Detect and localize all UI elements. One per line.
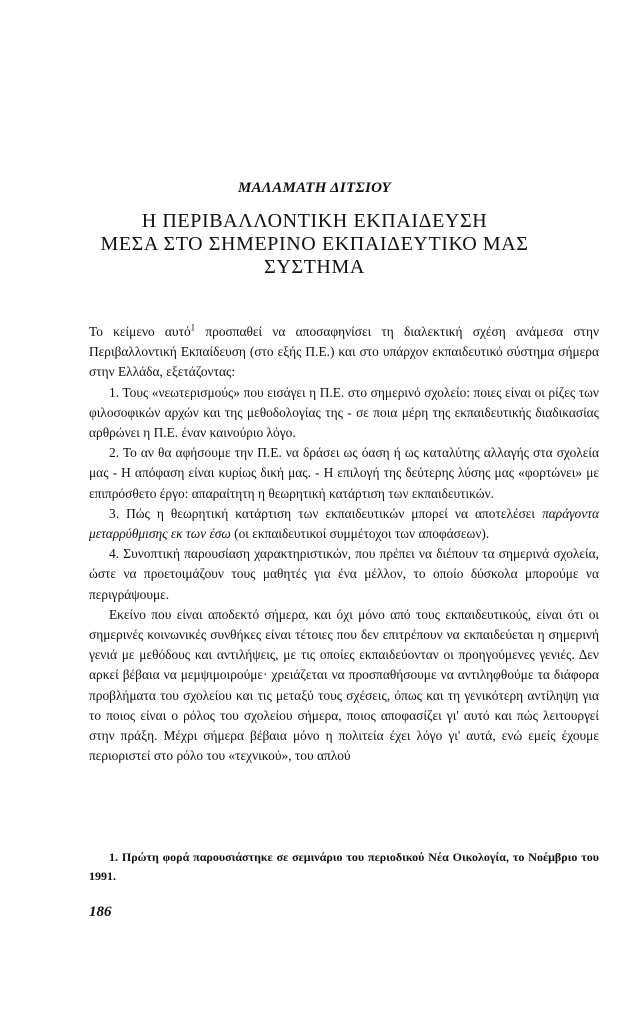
- list-item-2: 2. Το αν θα αφήσουμε την Π.Ε. να δράσει ως όαση ή ως καταλύτης αλλαγής στα σχολεία μας - Η απόφαση είναι κυρίως δική μας. - Η επιλογή της δεύτερης λύσης μας «φορτώνει» με επιπρόσθετο έργο: απαραίτητη η θεωρητική κατάρτιση των εκπαιδευτικών.: [89, 445, 599, 501]
- body-paragraph: Εκείνο που είναι αποδεκτό σήμερα, και όχι μόνο από τους εκπαιδευτικούς, είναι ότι οι σημερινές κοινωνικές συνθήκες είναι τέτοιες που δεν επιτρέπουν να εκπαιδεύεται η σημερινή γενιά με μεθόδους και αντιλήψεις, με τις οποίες εκπαιδεύονταν οι προηγούμενες γενιές. Δεν αρκεί βέβαια να μεμψιμοιρούμε· χρειάζεται να προσπαθήσουμε να αντιληφθούμε τα διάφορα προβλήματα του σχολείου και τις μεταξύ τους σχέσεις, όπως και τη γενικότερη αντίληψη για το ποιος είναι ο ρόλος του σχολείου σήμερα, ποιος αποφασίζει γι' αυτό και πώς λειτουργεί στην πράξη. Μέχρι σήμερα βέβαια μόνο η πολιτεία έχει λόγο γι' αυτά, ενώ εμείς έχουμε περιοριστεί στο ρόλο του «τεχνικού», του απλού: [89, 606, 599, 764]
- list-item-3-end: (οι εκπαιδευτικοί συμμέτοχοι των αποφάσεων).: [230, 526, 490, 542]
- list-item-4: 4. Συνοπτική παρουσίαση χαρακτηριστικών, που πρέπει να διέπουν τα σημερινά σχολεία, ώστε να προετοιμάζουν τους μαθητές για ένα μέλλον, το οποίο δύσκολα μπορούμε να περιγράψουμε.: [89, 546, 599, 602]
- title-line-1: Η ΠΕΡΙΒΑΛΛΟΝΤΙΚΗ ΕΚΠΑΙΔΕΥΣΗ: [141, 210, 488, 232]
- footnote: 1. Πρώτη φορά παρουσιάστηκε σε σεμινάριο του περιοδικού Νέα Οικολογία, το Νοέμβριο του 1991.: [89, 850, 599, 883]
- list-item-3-start: 3. Πώς η θεωρητική κατάρτιση των εκπαιδευτικών μπορεί να αποτελέσει: [109, 505, 543, 521]
- author-name: ΜΑΛΑΜΑΤΗ ΔΙΤΣΙΟΥ: [237, 180, 392, 196]
- title-line-3: ΣΥΣΤΗΜΑ: [264, 256, 365, 278]
- intro-text-start: Το κείμενο αυτό: [89, 324, 191, 339]
- list-item-3-emphasis: παράγοντα μεταρρύθμισης εκ των έσω: [89, 505, 599, 542]
- intro-paragraph: [89, 322, 599, 383]
- list-item-1: 1. Τους «νεωτερισμούς» που εισάγει η Π.Ε. στο σημερινό σχολείο: ποιες είναι οι ρίζες των φιλοσοφικών αρχών και της μεθοδολογίας της - σε ποια μέρη της εκπαιδευτικής διαδικασίας αρθρώνει η Π.Ε. έναν καινούριο λόγο.: [89, 384, 599, 441]
- footnote-marker: 1: [190, 322, 196, 333]
- title-line-2: ΜΕΣΑ ΣΤΟ ΣΗΜΕΡΙΝΟ ΕΚΠΑΙΔΕΥΤΙΚΟ ΜΑΣ: [100, 233, 529, 255]
- page-number: 186: [89, 904, 112, 920]
- article-title: [40, 210, 589, 279]
- article-body: [89, 322, 599, 766]
- list-item-3: [89, 504, 599, 544]
- intro-text-rest: προσπαθεί να αποσαφηνίσει τη διαλεκτική σχέση ανάμεσα στην Περιβαλλοντική Εκπαίδευση (στο εξής Π.Ε.) και στο υπάρχον εκπαιδευτικό σύστημα σήμερα στην Ελλάδα, εξετάζοντας:: [89, 324, 599, 380]
